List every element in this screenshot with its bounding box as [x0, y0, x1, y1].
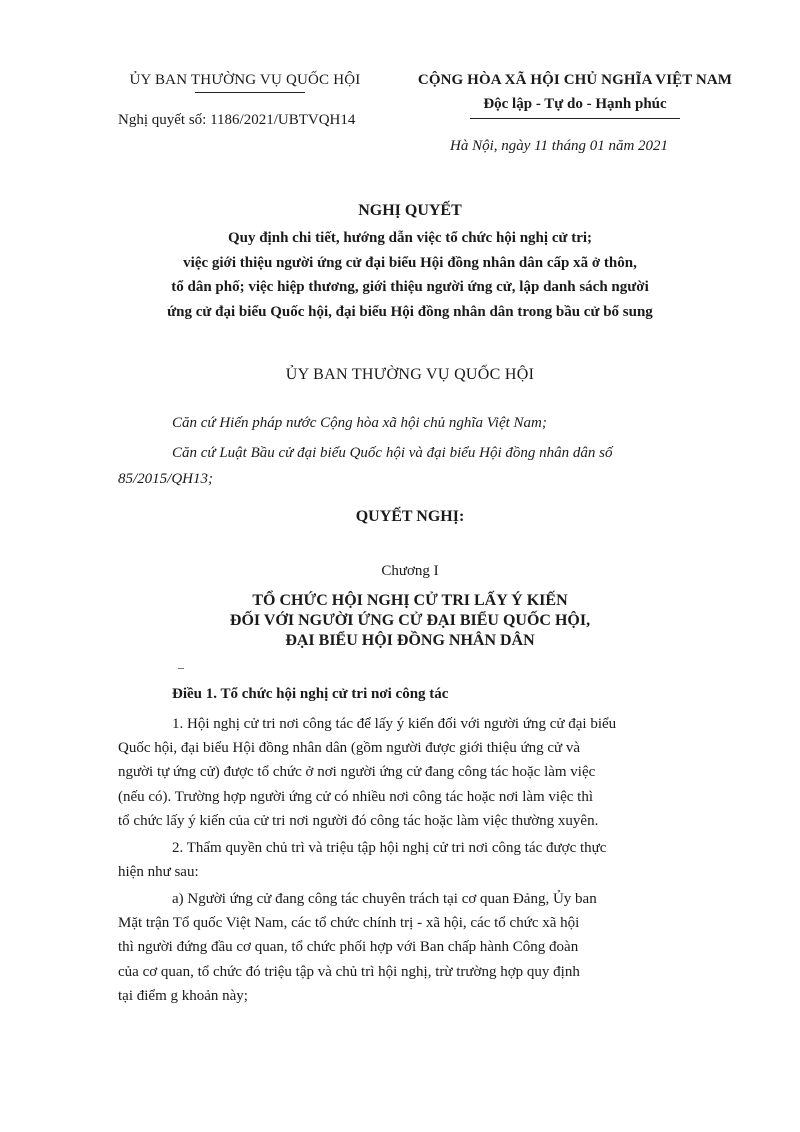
document-subtitle: [100, 226, 720, 324]
resolve-heading: QUYẾT NGHỊ:: [355, 508, 465, 525]
chapter-title: [100, 591, 720, 651]
issuer-name: ỦY BAN THƯỜNG VỤ QUỐC HỘI: [129, 72, 361, 88]
paragraph-line: người tự ứng cử) được tổ chức ở nơi người ứng cử đang công tác hoặc làm việc: [118, 764, 596, 781]
subtitle-line: việc giới thiệu người ứng cử đại biểu Hội đồng nhân dân cấp xã ở thôn,: [183, 254, 637, 271]
paragraph-line: a) Người ứng cử đang công tác chuyên trách tại cơ quan Đảng, Ủy ban: [172, 891, 597, 907]
paragraph-line: tại điểm g khoản này;: [118, 987, 248, 1004]
subtitle-line: Quy định chi tiết, hướng dẫn việc tổ chức hội nghị cử tri;: [227, 230, 593, 246]
scan-mark: [178, 668, 184, 669]
article-1-clause-2a: [118, 887, 728, 1008]
document-title: NGHỊ QUYẾT: [358, 202, 462, 219]
document-number: Nghị quyết số: 1186/2021/UBTVQH14: [118, 112, 356, 128]
paragraph-line: 1. Hội nghị cử tri nơi công tác để lấy ý kiến đối với người ứng cử đại biểu: [172, 716, 617, 732]
article-1-title: Điều 1. Tổ chức hội nghị cử tri nơi công tác: [172, 686, 449, 702]
chapter-title-line: ĐẠI BIỂU HỘI ĐỒNG NHÂN DÂN: [285, 632, 535, 649]
paragraph-line: Quốc hội, đại biểu Hội đồng nhân dân (gồm người được giới thiệu ứng cử và: [118, 740, 581, 757]
paragraph-line: Mặt trận Tổ quốc Việt Nam, các tổ chức chính trị - xã hội, các tổ chức xã hội: [118, 915, 580, 932]
paragraph-line: hiện như sau:: [118, 864, 199, 881]
paragraph-line: 2. Thẩm quyền chủ trì và triệu tập hội nghị cử tri nơi công tác được thực: [172, 840, 607, 856]
paragraph-line: thì người đứng đầu cơ quan, tổ chức phối hợp với Ban chấp hành Công đoàn: [118, 939, 579, 956]
legal-basis-constitution: Căn cứ Hiến pháp nước Cộng hòa xã hội chủ nghĩa Việt Nam;: [172, 415, 547, 431]
national-motto: Độc lập - Tự do - Hạnh phúc: [483, 96, 667, 112]
chapter-label: Chương I: [381, 563, 439, 579]
legal-basis-election-law: [118, 440, 728, 492]
issuing-authority: ỦY BAN THƯỜNG VỤ QUỐC HỘI: [285, 366, 535, 383]
paragraph-line: (nếu có). Trường hợp người ứng cử có nhiều nơi công tác hoặc nơi làm việc thì: [118, 788, 594, 805]
subtitle-line: ứng cử đại biểu Quốc hội, đại biểu Hội đồng nhân dân trong bầu cử bổ sung: [167, 303, 653, 320]
paragraph-line: tổ chức lấy ý kiến của cử tri nơi người đó công tác hoặc làm việc thường xuyên.: [118, 812, 599, 829]
issue-date: Hà Nội, ngày 11 tháng 01 năm 2021: [450, 138, 669, 154]
article-1-clause-1: [118, 712, 728, 833]
motto-underline: [470, 118, 680, 119]
issuer-underline: [195, 92, 305, 93]
article-1-clause-2: [118, 836, 728, 884]
country-name: CỘNG HÒA XÃ HỘI CHỦ NGHĨA VIỆT NAM: [417, 72, 733, 88]
chapter-title-line: TỔ CHỨC HỘI NGHỊ CỬ TRI LẤY Ý KIẾN: [252, 592, 568, 609]
legal-basis-line: 85/2015/QH13;: [118, 471, 213, 487]
legal-basis-line: Căn cứ Luật Bầu cử đại biểu Quốc hội và đại biểu Hội đồng nhân dân số: [172, 445, 613, 461]
chapter-title-line: ĐỐI VỚI NGƯỜI ỨNG CỬ ĐẠI BIỂU QUỐC HỘI,: [229, 612, 591, 629]
subtitle-line: tổ dân phố; việc hiệp thương, giới thiệu người ứng cử, lập danh sách người: [171, 279, 649, 295]
paragraph-line: của cơ quan, tổ chức đó triệu tập và chủ trì hội nghị, trừ trường hợp quy định: [118, 963, 580, 980]
